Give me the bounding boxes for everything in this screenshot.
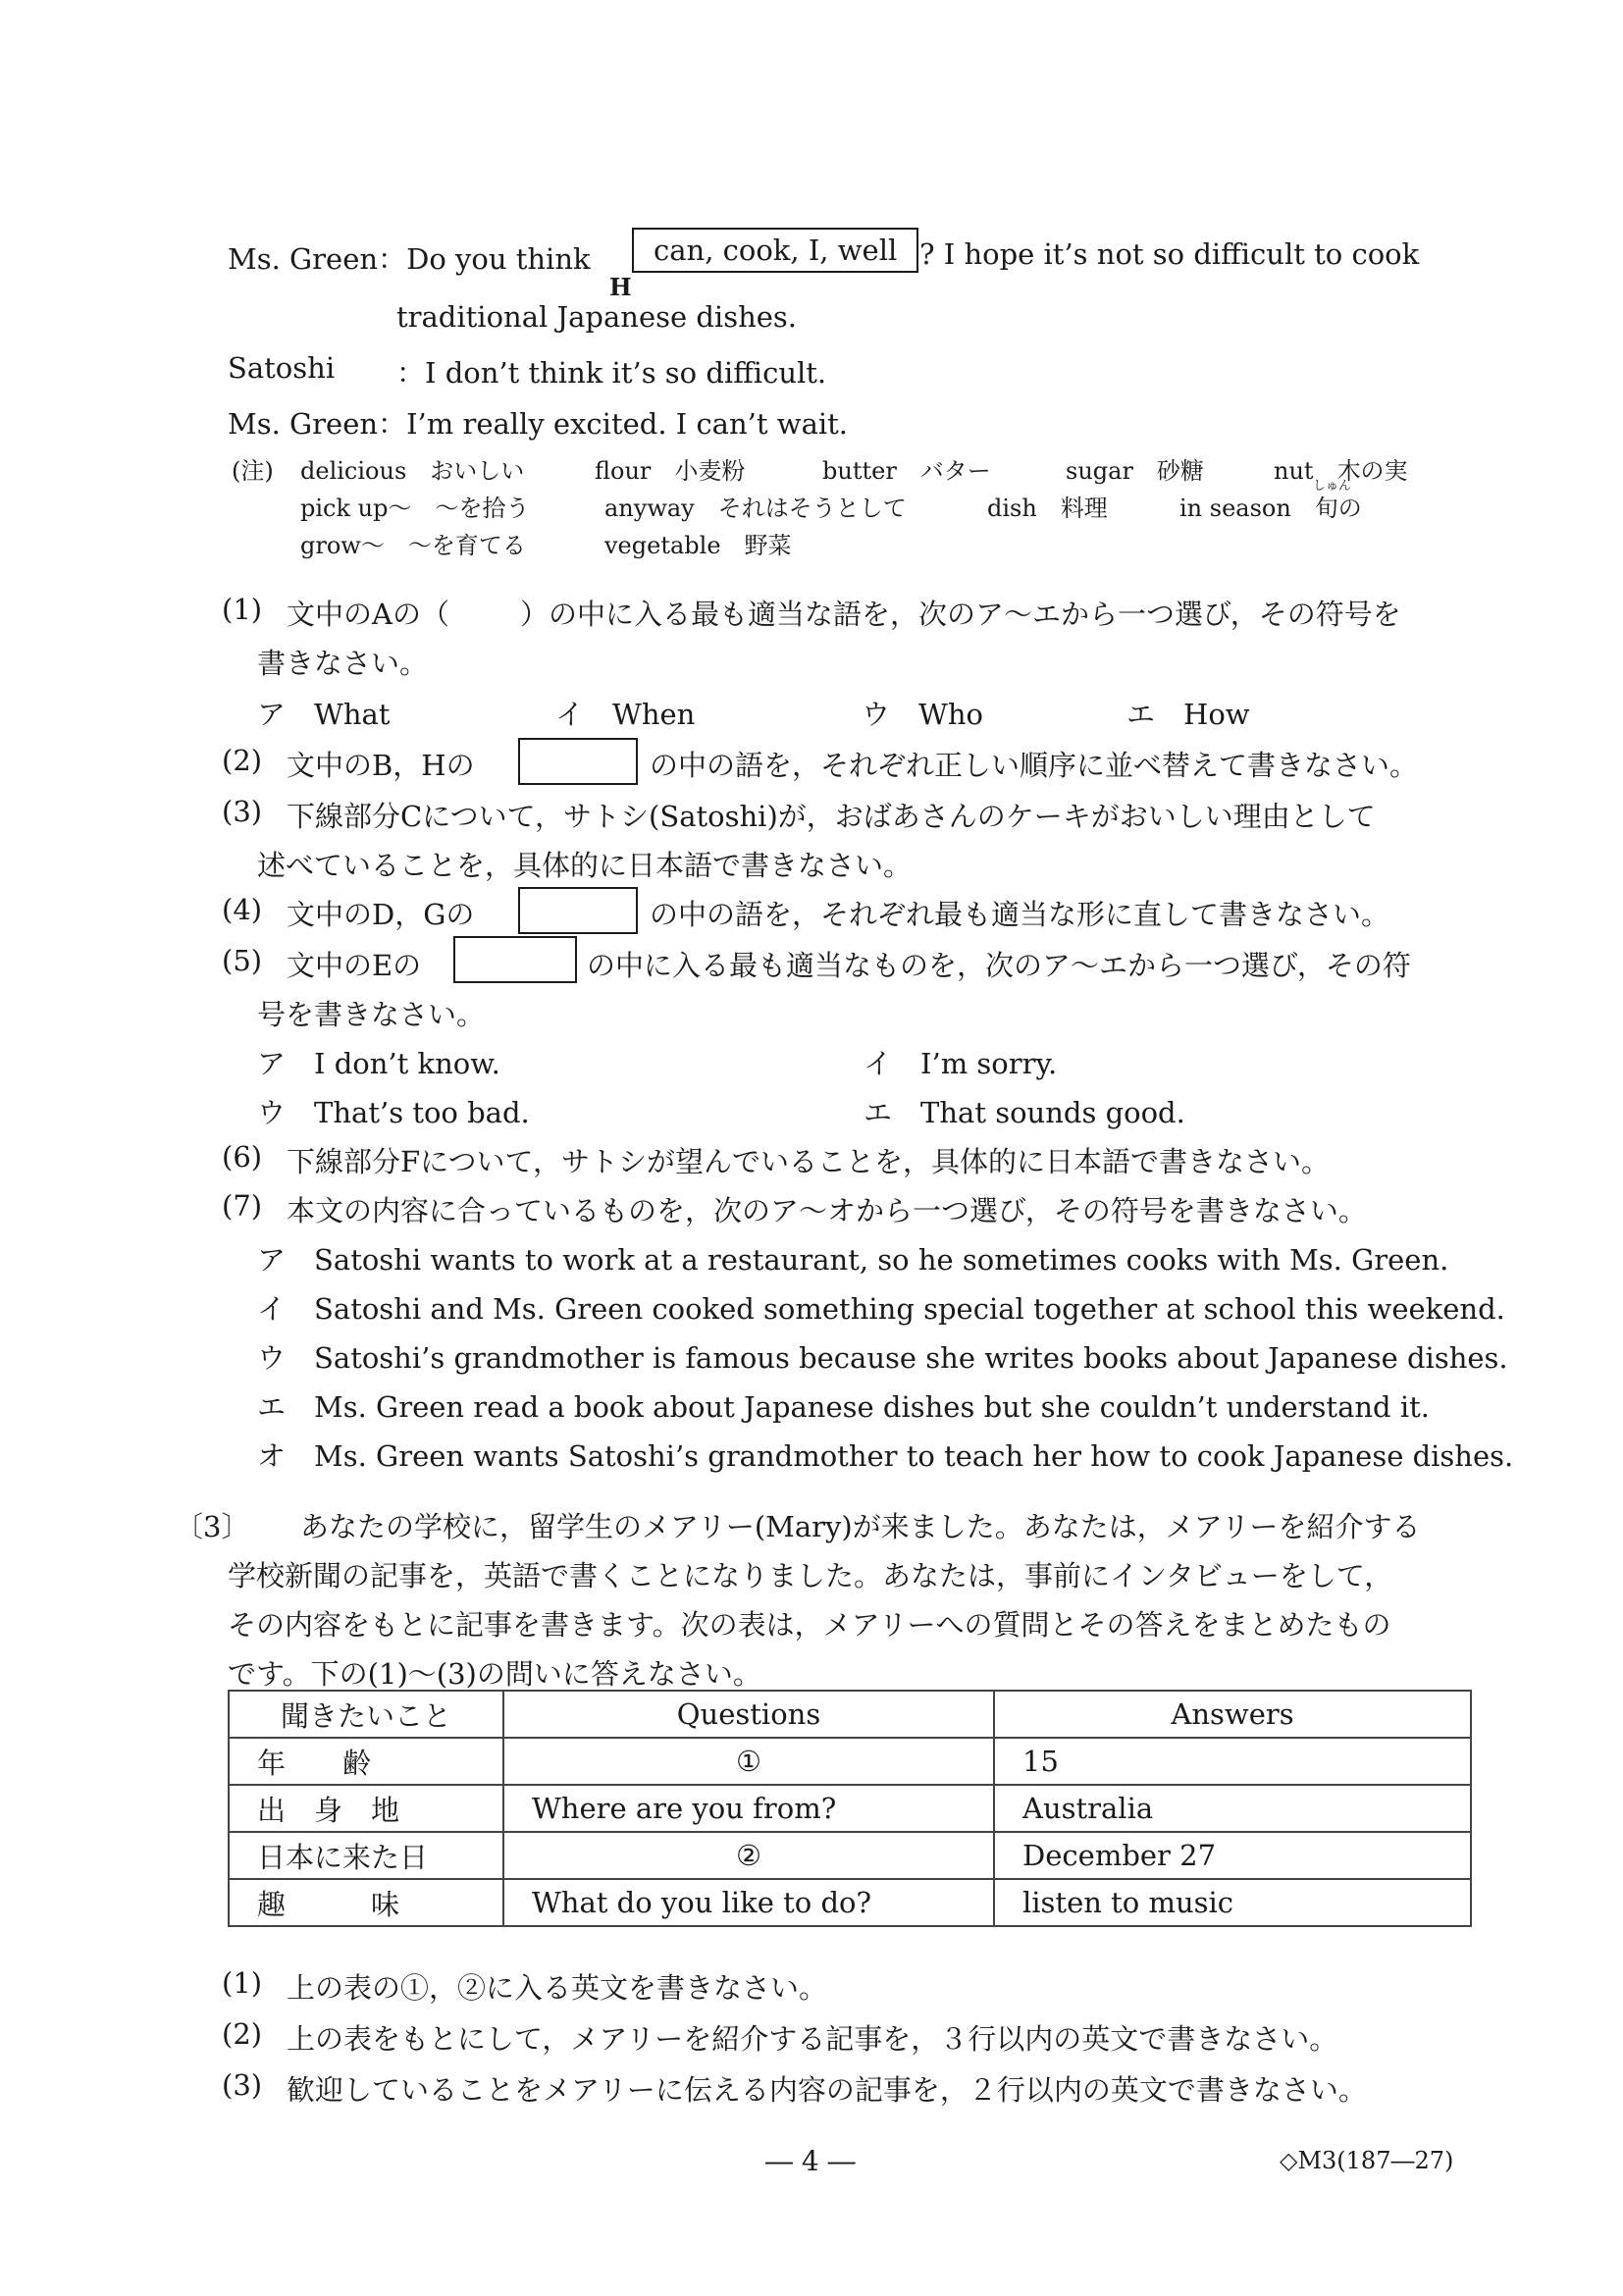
question-text: 述べていることを，具体的に日本語で書きなさい。 [257,849,913,882]
intro-line: 学校新聞の記事を，英語で書くことになりました。あなたは，事前にインタビューをして， [228,1559,1393,1592]
question-number: (4) [222,893,263,926]
glossary-item: flour 小麦粉 [595,457,746,485]
table-header: Questions [503,1691,994,1738]
separator: ： [378,407,407,441]
section-number: 〔3〕 [175,1510,250,1543]
table-cell: Australia [994,1785,1471,1832]
question-text: 上の表の①，②に入る英文を書きなさい。 [287,1971,828,2005]
table-header: Answers [994,1691,1471,1738]
dialogue-text: ? I hope it’s not so difficult to cook [919,237,1420,271]
question-text: 文中のD，Gの [287,898,475,931]
table-cell: Where are you from? [503,1785,994,1832]
table-cell: December 27 [994,1832,1471,1879]
table-cell: 年 齢 [229,1738,503,1785]
speaker: Ms. Green [228,407,379,441]
dialogue-line [396,351,826,391]
choice: ア I don’t know. [257,1047,500,1080]
table-cell: 日本に来た日 [229,1832,503,1879]
dialogue-line [228,351,335,385]
glossary-item: pick up～ ～を拾う [300,495,530,522]
dialogue-line [228,402,848,443]
question-text: の中の語を，それぞれ正しい順序に並べ替えて書きなさい。 [650,749,1419,782]
glossary-item: sugar 砂糖 [1066,457,1204,485]
speaker: Ms. Green [228,242,379,276]
question-text: 下線部分Cについて，サトシ(Satoshi)が，おばあさんのケーキがおいしい理由として [287,800,1376,833]
choice: ウ Satoshi’s grandmother is famous because she writes books about Japanese dishes. [257,1341,1508,1375]
question-number: (1) [222,1966,263,2000]
question-text: 文中のEの [287,949,422,982]
glossary-item: delicious おいしい [300,457,525,485]
table-cell: ① [503,1738,994,1785]
question-number: (1) [222,593,263,626]
table-cell: 出 身 地 [229,1785,503,1832]
answer-box [518,887,638,934]
glossary-item: anyway それはそうとして [604,495,907,522]
dialogue-text: I don’t think it’s so difficult. [425,356,827,390]
table-row [229,1785,1471,1832]
answer-box [518,738,638,785]
table-header: 聞きたいこと [229,1691,503,1738]
question-number: (2) [222,744,263,777]
table-cell: What do you like to do? [503,1879,994,1926]
glossary-item: vegetable 野菜 [604,532,792,559]
question-number: (5) [222,944,263,977]
choice: イ When [555,698,696,731]
scrambled-words: can, cook, I, well [654,234,898,267]
question-number: (2) [222,2017,263,2051]
choice: エ How [1126,698,1250,731]
table-row [229,1738,1471,1785]
dialogue-text: Do you think [406,242,591,276]
question-text: 文中のB，Hの [287,749,475,782]
question-text: の中の語を，それぞれ最も適当な形に直して書きなさい。 [650,898,1390,931]
choice: ウ Who [862,698,983,731]
intro-line: あなたの学校に，留学生のメアリー(Mary)が来ました。あなたは，メアリーを紹介する [300,1510,1421,1543]
choice: ア Satoshi wants to work at a restaurant, so he sometimes cooks with Ms. Green. [257,1243,1449,1277]
choice: オ Ms. Green wants Satoshi’s grandmother to teach her how to cook Japanese dishes. [257,1439,1514,1473]
glossary-item: in season 旬の [1179,495,1362,522]
question-text: 号を書きなさい。 [257,998,486,1031]
answer-box [453,936,577,983]
intro-line: です。下の(1)～(3)の問いに答えなさい。 [228,1657,761,1691]
dialogue-text: traditional Japanese dishes. [396,300,798,334]
choice: イ I’m sorry. [864,1047,1058,1080]
dialogue-text: I’m really excited. I can’t wait. [406,407,849,441]
question-number: (6) [222,1140,263,1174]
glossary-item: grow～ ～を育てる [300,532,526,559]
document-code: ◇M3(187―27) [1280,2147,1454,2174]
separator: ： [378,242,407,276]
choice: エ Ms. Green read a book about Japanese dishes but she couldn’t understand it. [257,1390,1430,1424]
dialogue-line [228,237,591,278]
question-text: 歓迎していることをメアリーに伝える内容の記事を，２行以内の英文で書きなさい。 [287,2073,1367,2107]
question-text: 文中のAの（ ）の中に入る最も適当な語を，次のア～エから一つ選び，その符号を [287,598,1401,631]
glossary-item: dish 料理 [987,495,1108,522]
answer-box-h [632,228,918,273]
question-number: (7) [222,1189,263,1223]
question-text: 本文の内容に合っているものを，次のア～オから一つ選び，その符号を書きなさい。 [287,1194,1367,1227]
choice: ア What [257,698,391,731]
page-number: ― 4 ― [765,2145,856,2177]
table-cell: 趣 味 [229,1879,503,1926]
question-text: 上の表をもとにして，メアリーを紹介する記事を，３行以内の英文で書きなさい。 [287,2022,1338,2056]
table-cell: 15 [994,1738,1471,1785]
choice: ウ That’s too bad. [257,1096,530,1129]
choice: エ That sounds good. [864,1096,1185,1129]
glossary-label: (注) [232,457,274,485]
interview-table [228,1690,1472,1927]
question-text: の中に入る最も適当なものを，次のア～エから一つ選び，その符 [587,949,1411,982]
intro-line: その内容をもとに記事を書きます。次の表は，メアリーへの質問とその答えをまとめたもの [228,1608,1391,1642]
glossary-item: nut 木の実 [1274,457,1408,485]
table-row [229,1879,1471,1926]
ruby-text: しゅん [1313,479,1352,494]
glossary-item: butter バター [822,457,991,485]
table-row [229,1832,1471,1879]
speaker: Satoshi [228,351,336,385]
table-header-row [229,1691,1471,1738]
table-cell: listen to music [994,1879,1471,1926]
table-cell: ② [503,1832,994,1879]
separator: ： [396,356,426,390]
question-text: 書きなさい。 [257,647,429,680]
question-number: (3) [222,795,263,828]
question-text: 下線部分Fについて，サトシが望んでいることを，具体的に日本語で書きなさい。 [287,1145,1330,1178]
box-label-h: H [609,273,632,301]
choice: イ Satoshi and Ms. Green cooked something special together at school this weekend. [257,1292,1505,1326]
question-number: (3) [222,2068,263,2102]
